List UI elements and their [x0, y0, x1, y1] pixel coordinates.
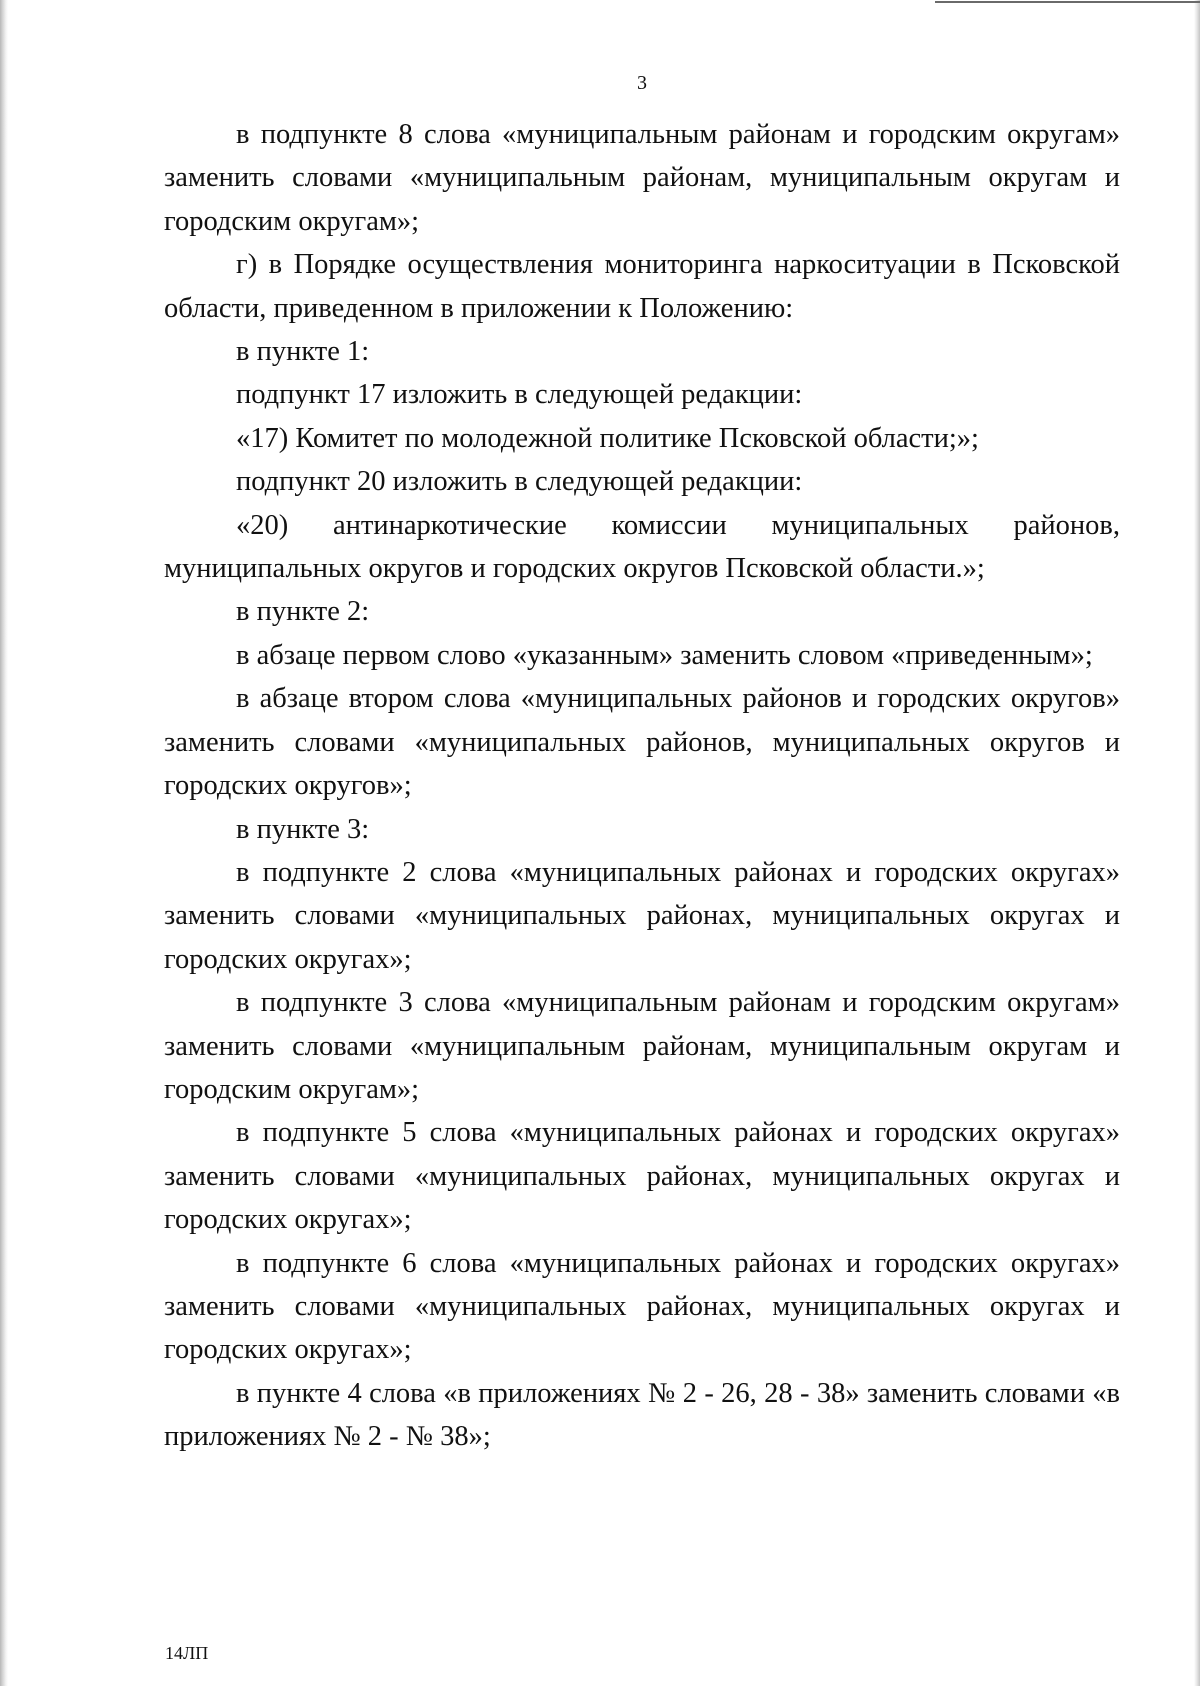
- paragraph: подпункт 20 изложить в следующей редакции:: [236, 466, 803, 498]
- scan-edge-left: [0, 0, 8, 1686]
- paragraph: в пункте 2:: [236, 596, 370, 628]
- footer-document-code: 14ЛП: [165, 1643, 209, 1663]
- document-body: [164, 113, 1120, 1459]
- paragraph: в подпункте 5 слова «муниципальных районах и городских округах» заменить словами «муниципальных районах, муниципальных округах и городских округах»;: [164, 1117, 1120, 1236]
- top-rule-divider: [935, 1, 1200, 3]
- paragraph: подпункт 17 изложить в следующей редакции:: [236, 379, 803, 411]
- paragraph: в подпункте 3 слова «муниципальным районам и городским округам» заменить словами «муниципальным районам, муниципальным округам и городским округам»;: [164, 987, 1120, 1105]
- paragraph: в абзаце первом слово «указанным» заменить словом «приведенным»;: [236, 639, 1093, 671]
- paragraph: в подпункте 8 слова «муниципальным районам и городским округам» заменить словами «муниципальным районам, муниципальным округам и городским округам»;: [164, 119, 1120, 237]
- paragraph: в пункте 3:: [236, 813, 370, 845]
- paragraph: «20) антинаркотические комиссии муниципальных районов, муниципальных округов и городских округов Псковской области.»;: [164, 509, 1120, 585]
- paragraph: «17) Комитет по молодежной политике Псковской области;»;: [236, 422, 979, 454]
- paragraph: в подпункте 2 слова «муниципальных районах и городских округах» заменить словами «муниципальных районах, муниципальных округах и городских округах»;: [164, 856, 1120, 975]
- paragraph: в подпункте 6 слова «муниципальных районах и городских округах» заменить словами «муниципальных районах, муниципальных округах и городских округах»;: [164, 1247, 1120, 1366]
- scan-edge-right: [1194, 0, 1200, 1686]
- paragraph: в пункте 4 слова «в приложениях № 2 - 26, 28 - 38» заменить словами «в приложениях № 2 - № 38»;: [164, 1377, 1120, 1453]
- page-number: 3: [637, 72, 647, 94]
- paragraph: в пункте 1:: [236, 336, 370, 368]
- paragraph: г) в Порядке осуществления мониторинга наркоситуации в Псковской области, приведенном в приложении к Положению:: [164, 249, 1120, 324]
- paragraph: в абзаце втором слова «муниципальных районов и городских округов» заменить словами «муниципальных районов, муниципальных округов и городских округов»;: [164, 683, 1120, 802]
